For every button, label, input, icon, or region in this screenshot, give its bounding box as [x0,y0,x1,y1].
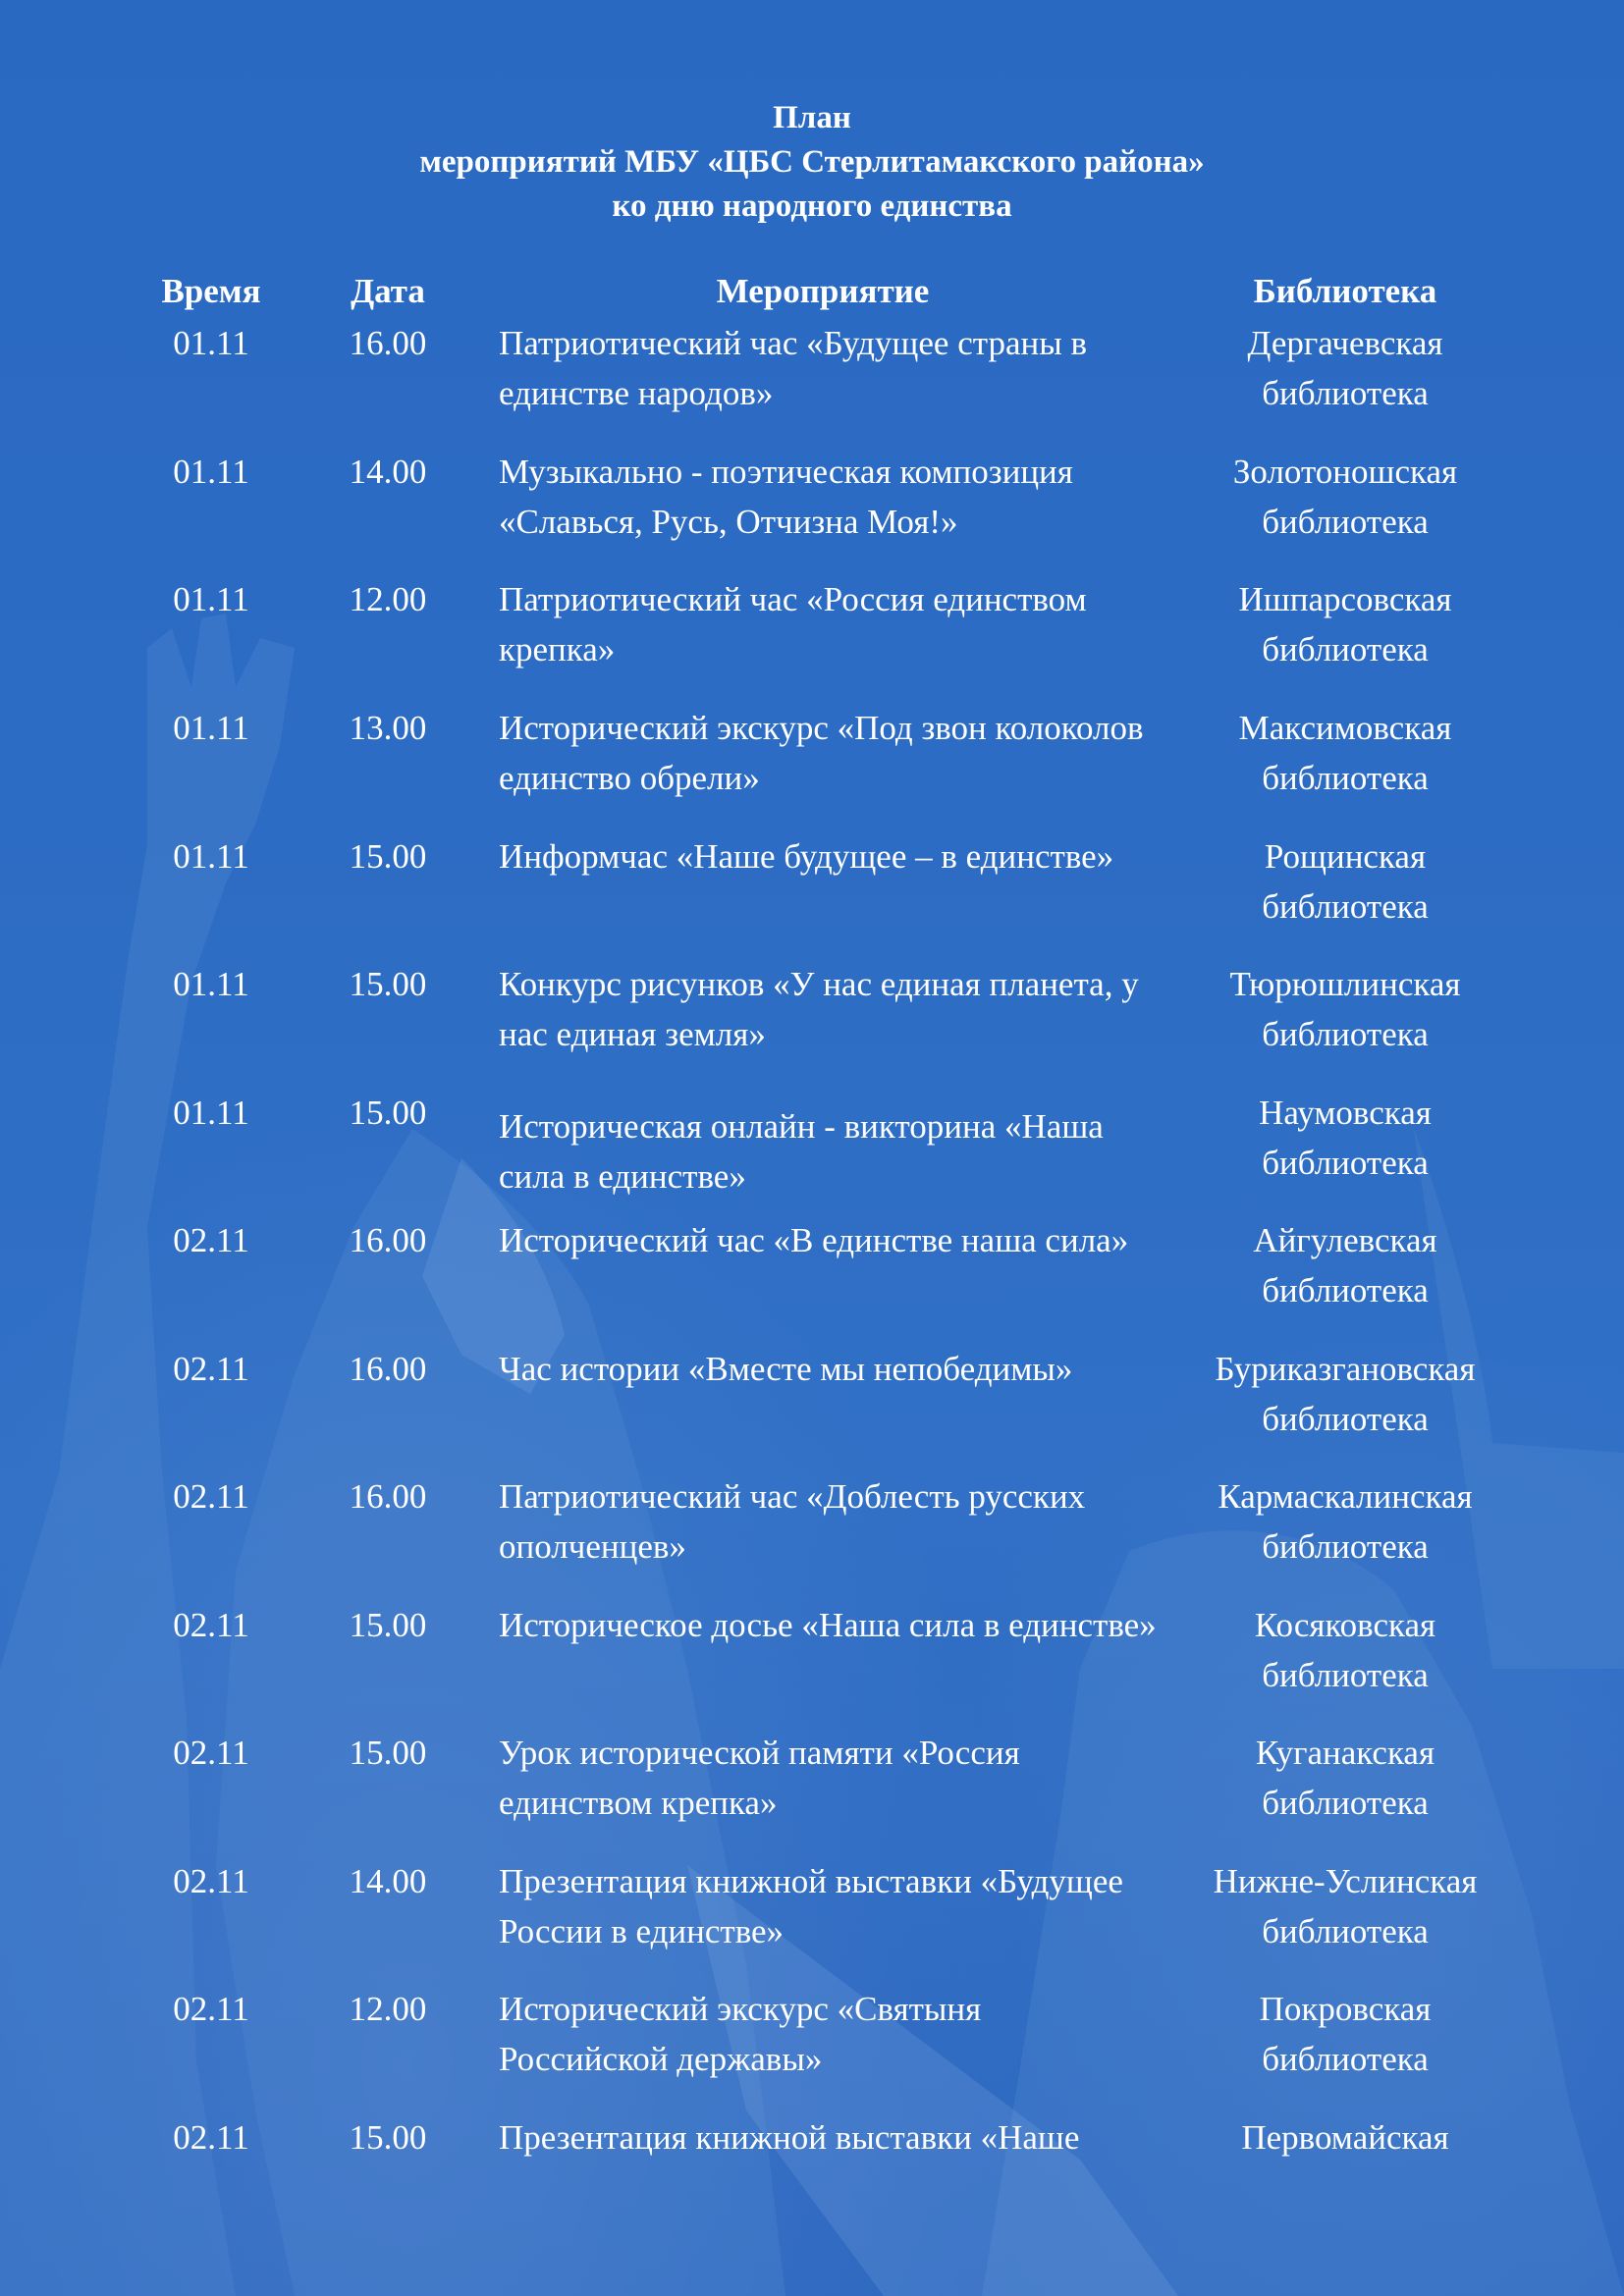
row-time: 14.00 [349,1862,427,1900]
row-date: 01.11 [173,837,249,876]
row-library: Тюрюшлинская библиотека [1229,965,1461,1053]
row-time: 16.00 [349,1350,427,1388]
row-event: Патриотический час «Будущее страны в единстве народов» [499,324,1088,412]
header-date: Дата [351,272,425,310]
row-library: Нижне-Услинская библиотека [1213,1862,1478,1950]
row-event: Конкурс рисунков «У нас единая планета, у нас единая земля» [499,965,1139,1053]
row-library: Буриказгановская библиотека [1215,1350,1476,1438]
row-event: Информчас «Наше будущее – в единстве» [499,837,1114,876]
row-library: Дергачевская библиотека [1247,324,1443,412]
row-date: 02.11 [173,1990,249,2028]
row-date: 02.11 [173,1221,249,1259]
document-title [0,96,1624,229]
row-library: Ишпарсовская библиотека [1238,580,1452,668]
row-event: Патриотический час «Россия единством крепка» [499,580,1087,668]
row-date: 01.11 [173,709,249,747]
row-library: Наумовская библиотека [1259,1094,1432,1182]
row-date: 02.11 [173,1477,249,1516]
row-time: 15.00 [349,1094,427,1132]
row-time: 14.00 [349,453,427,491]
row-time: 15.00 [349,965,427,1003]
row-library: Айгулевская библиотека [1253,1221,1437,1309]
row-event: Презентация книжной выставки «Наше [499,2118,1080,2157]
header-event: Мероприятие [716,272,930,310]
row-event: Историческая онлайн - викторина «Наша сила в единстве» [499,1107,1104,1196]
row-date: 02.11 [173,2118,249,2157]
row-date: 01.11 [173,453,249,491]
row-library: Косяковская библиотека [1254,1606,1436,1694]
title-line-2: мероприятий МБУ «ЦБС Стерлитамакского района» [419,144,1205,180]
row-time: 12.00 [349,580,427,618]
row-event: Исторический экскурс «Святыня Российской державы» [499,1990,982,2078]
row-library: Золотоношская библиотека [1232,453,1458,541]
row-date: 02.11 [173,1606,249,1644]
row-date: 01.11 [173,580,249,618]
row-date: 01.11 [173,324,249,362]
row-event: Музыкально - поэтическая композиция «Славься, Русь, Отчизна Моя!» [499,453,1073,541]
row-time: 16.00 [349,1477,427,1516]
row-event: Патриотический час «Доблесть русских ополченцев» [499,1477,1086,1566]
row-time: 13.00 [349,709,427,747]
row-library: Рощинская библиотека [1262,837,1429,926]
row-time: 15.00 [349,837,427,876]
row-date: 02.11 [173,1862,249,1900]
row-event: Презентация книжной выставки «Будущее России в единстве» [499,1862,1123,1950]
row-time: 15.00 [349,1606,427,1644]
header-time: Время [161,272,261,310]
row-date: 02.11 [173,1350,249,1388]
row-time: 15.00 [349,2118,427,2157]
row-date: 02.11 [173,1734,249,1772]
row-event: Исторический час «В единстве наша сила» [499,1221,1129,1259]
row-library: Первомайская [1241,2118,1449,2157]
table-header [0,272,1624,321]
row-date: 01.11 [173,1094,249,1132]
row-library: Максимовская библиотека [1238,709,1452,797]
row-time: 16.00 [349,324,427,362]
row-event: Час истории «Вместе мы непобедимы» [499,1350,1073,1388]
row-time: 15.00 [349,1734,427,1772]
row-date: 01.11 [173,965,249,1003]
row-library: Куганакская библиотека [1255,1734,1435,1822]
row-library: Кармаскалинская библиотека [1218,1477,1473,1566]
row-event: Историческое досье «Наша сила в единстве» [499,1606,1157,1644]
header-library: Библиотека [1253,272,1437,310]
row-time: 12.00 [349,1990,427,2028]
row-event: Урок исторической памяти «Россия единством крепка» [499,1734,1020,1822]
row-event: Исторический экскурс «Под звон колоколов единство обрели» [499,709,1144,797]
title-line-1: План [773,100,851,135]
title-line-3: ко дню народного единства [612,188,1012,224]
row-time: 16.00 [349,1221,427,1259]
row-library: Покровская библиотека [1259,1990,1432,2078]
